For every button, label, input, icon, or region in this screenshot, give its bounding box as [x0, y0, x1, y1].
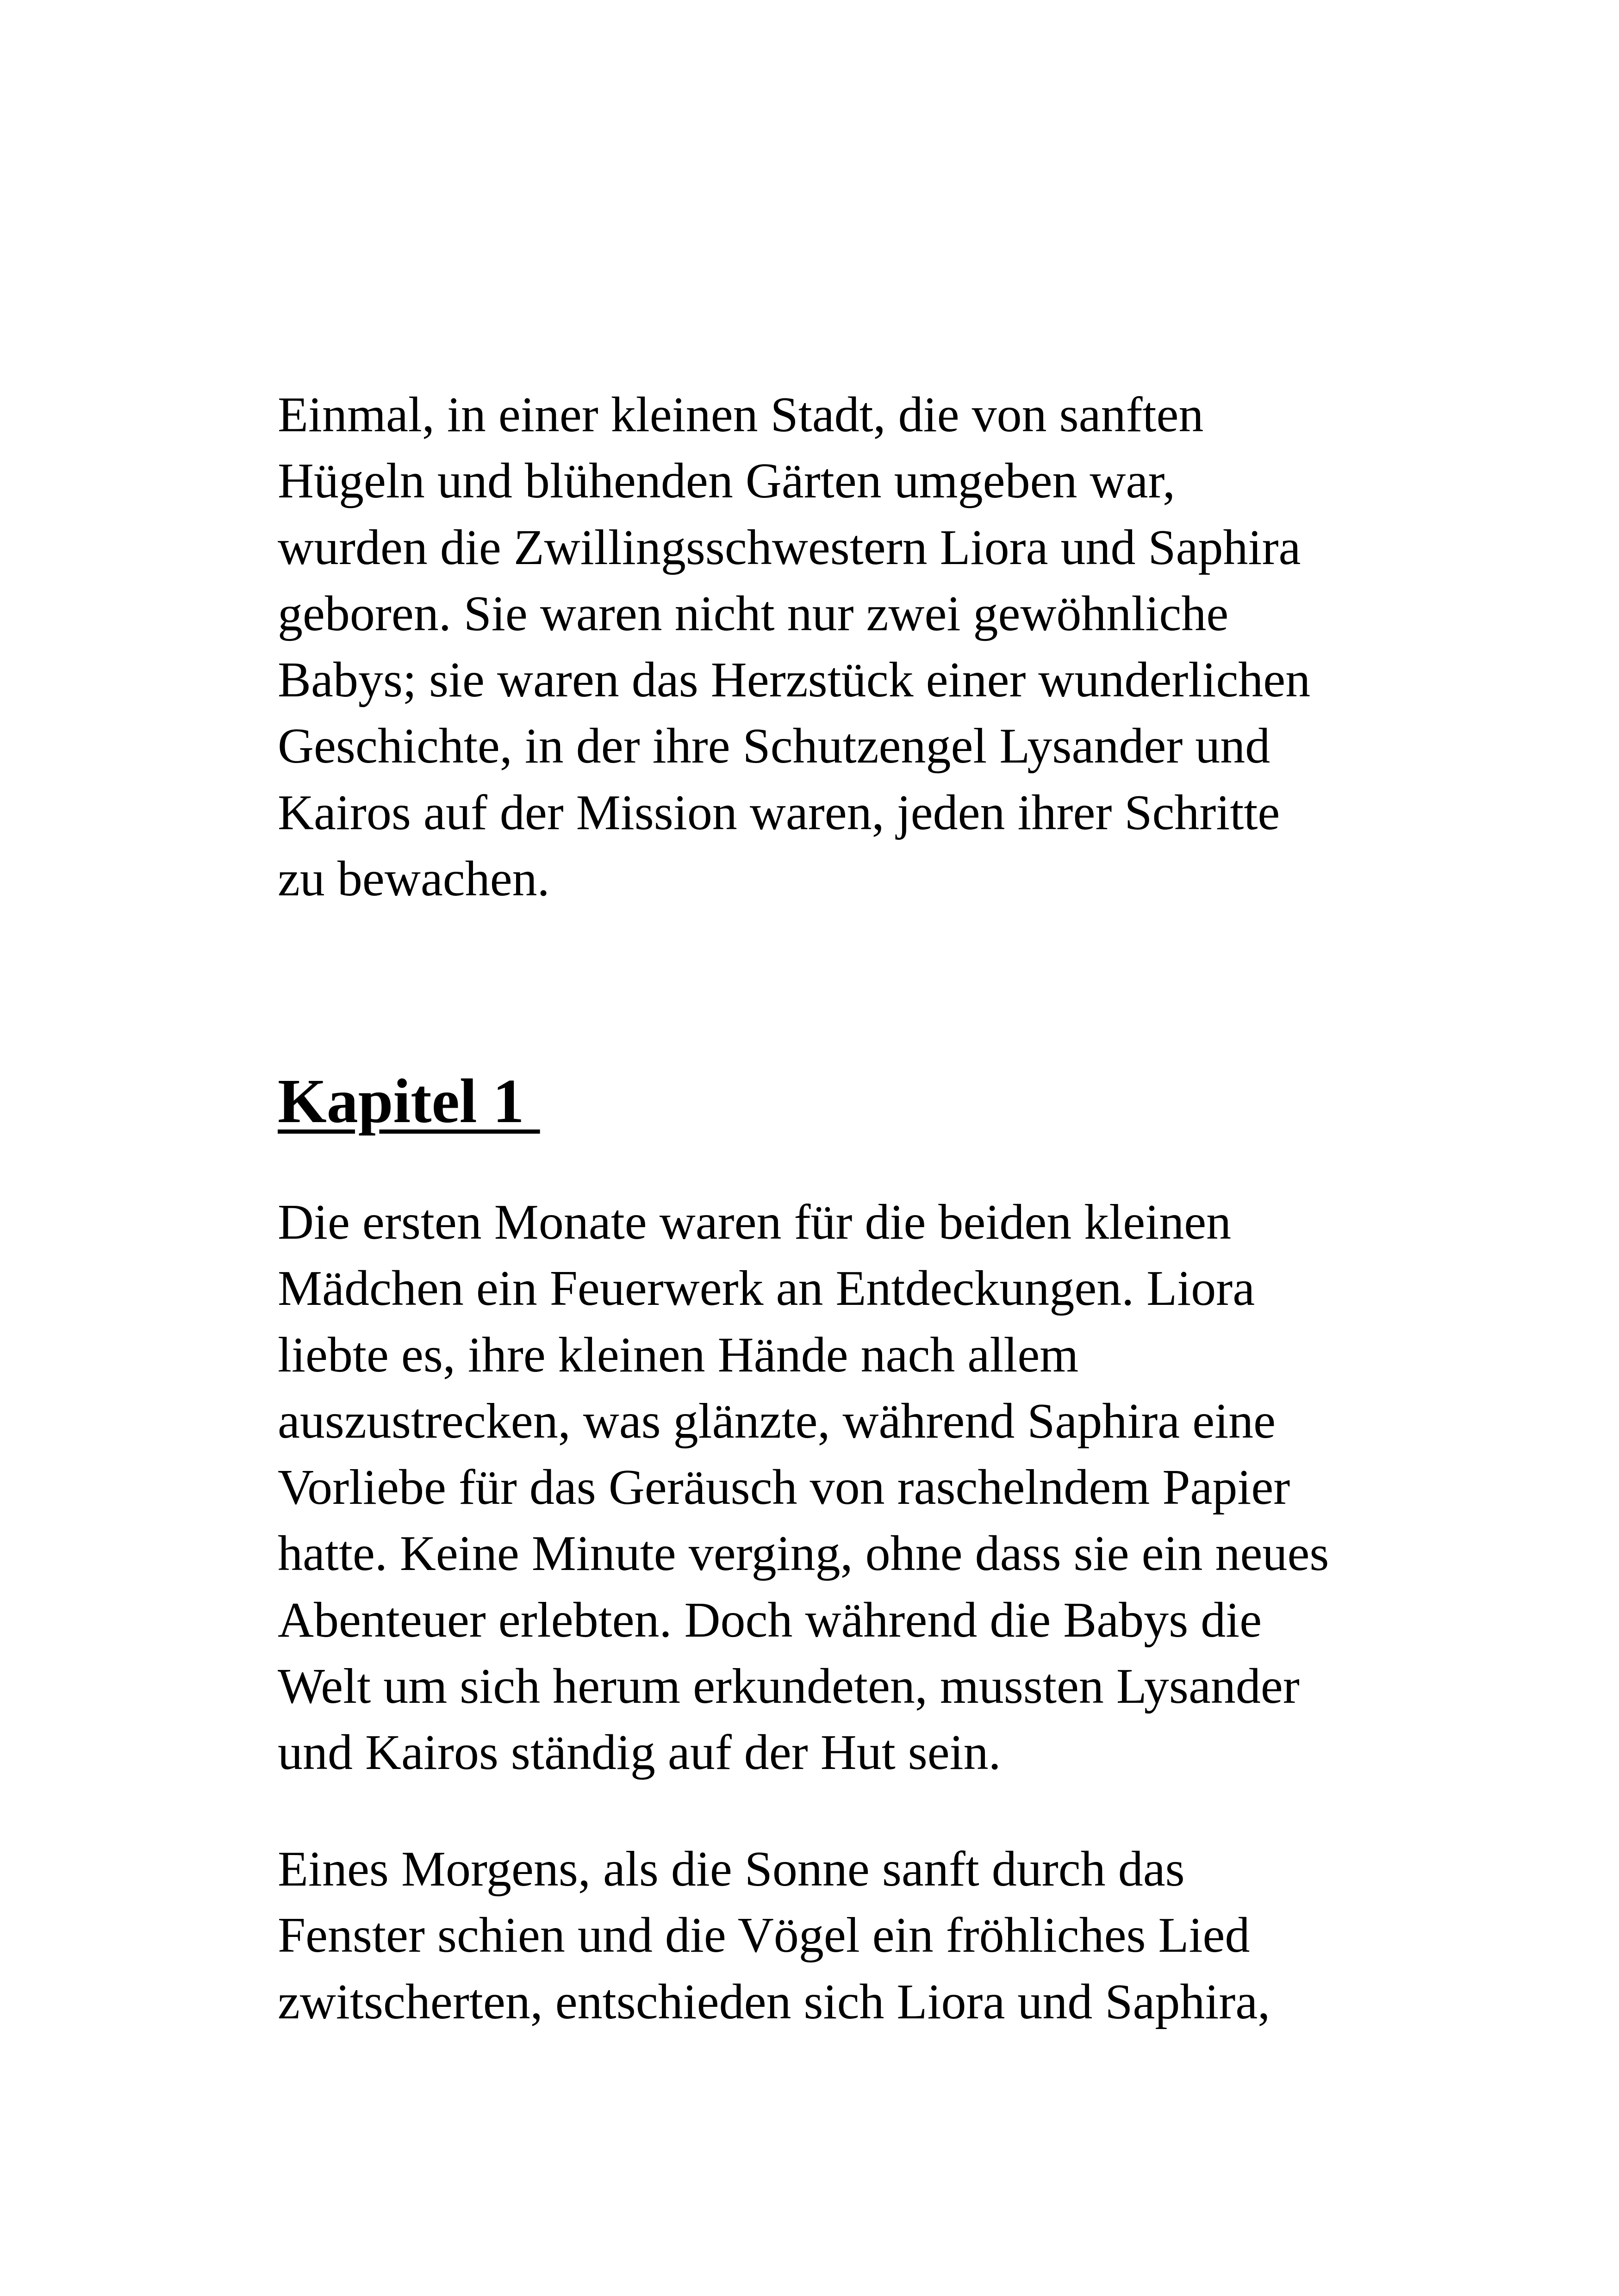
text-line: Mädchen ein Feuerwerk an Entdeckungen. Liora: [278, 1261, 1255, 1316]
text-line: liebte es, ihre kleinen Hände nach allem: [278, 1327, 1079, 1383]
chapter-heading: Kapitel 1: [278, 1067, 540, 1136]
text-line: zwitscherten, entschieden sich Liora und Saphira,: [278, 1974, 1270, 2029]
text-line: Hügeln und blühenden Gärten umgeben war,: [278, 453, 1176, 509]
text-line: und Kairos ständig auf der Hut sein.: [278, 1725, 1001, 1781]
text-line: Babys; sie waren das Herzstück einer wunderlichen: [278, 652, 1311, 708]
chapter-paragraph-1: [278, 1189, 1389, 1786]
text-line: Vorliebe für das Geräusch von raschelndem Papier: [278, 1460, 1290, 1515]
text-line: Fenster schien und die Vögel ein fröhliches Lied: [278, 1908, 1250, 1963]
chapter-paragraph-2: [278, 1836, 1389, 2035]
text-line: Welt um sich herum erkundeten, mussten Lysander: [278, 1659, 1300, 1714]
text-line: Die ersten Monate waren für die beiden kleinen: [278, 1195, 1232, 1250]
text-line: Einmal, in einer kleinen Stadt, die von sanften: [278, 387, 1204, 442]
text-line: wurden die Zwillingsschwestern Liora und Saphira: [278, 520, 1301, 575]
text-line: auszustrecken, was glänzte, während Saphira eine: [278, 1393, 1276, 1449]
text-line: geboren. Sie waren nicht nur zwei gewöhnliche: [278, 586, 1229, 641]
text-line: Geschichte, in der ihre Schutzengel Lysander und: [278, 719, 1270, 774]
intro-paragraph: [278, 382, 1389, 912]
text-line: Kairos auf der Mission waren, jeden ihrer Schritte: [278, 785, 1280, 840]
text-line: hatte. Keine Minute verging, ohne dass sie ein neues: [278, 1526, 1329, 1582]
text-line: zu bewachen.: [278, 851, 550, 907]
text-line: Eines Morgens, als die Sonne sanft durch das: [278, 1842, 1185, 1897]
text-line: Abenteuer erlebten. Doch während die Babys die: [278, 1592, 1262, 1648]
